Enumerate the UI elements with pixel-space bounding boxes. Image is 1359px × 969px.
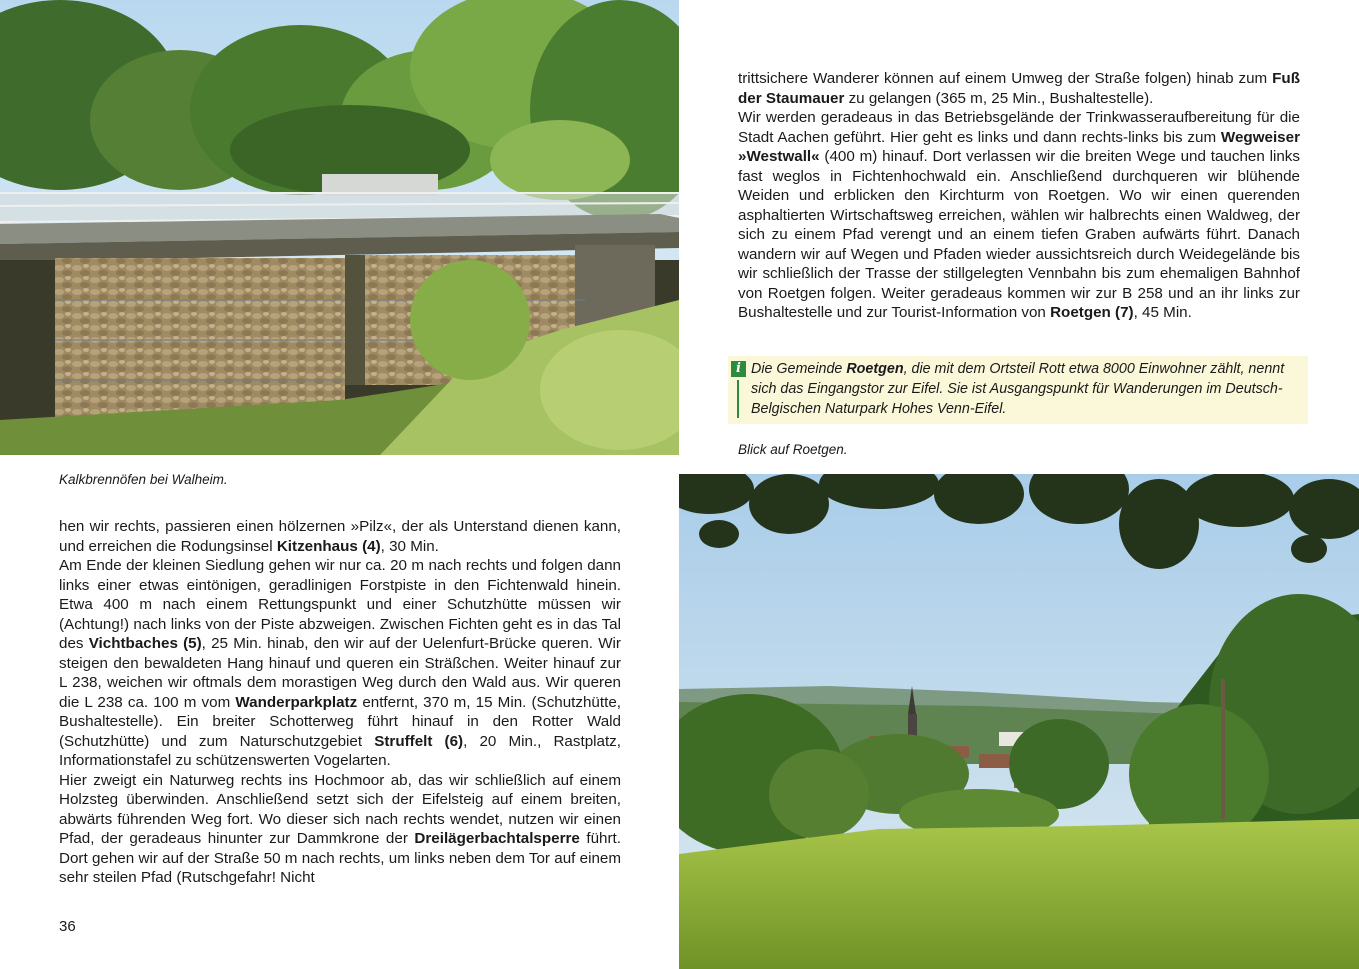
text-run: trittsichere Wanderer können auf einem Umweg der Straße folgen) hinab zum (738, 70, 1273, 87)
text-run: (400 m) hinauf. Dort verlassen wir die breiten Wege und tauchen links fast weglos in Fichtenhochwald ein. Anschließend durchqueren wir blühende Weiden und erblicken den Kirchturm von Roetgen. Wo wir einen querenden asphaltierten Wirtschaftsweg erreichen, wählen wir halbrechts einen Waldweg, der sich zu einem Pfad verengt und an einem tiefen Graben aufwärts führt. Danach wandern wir auf Wegen und Pfaden wieder aussichtsreich durch Weidegelände bis wir schließlich der Trasse der stillgelegten Vennbahn bis zum ehemaligen Bahnhof von Roetgen folgen. Weiter geradeaus kommen wir zur B 258 und an ihr links zur Bushaltestelle und zur Tourist-Information von (738, 148, 1300, 321)
highlighted-waypoint: Kitzenhaus (4) (276, 537, 381, 555)
highlighted-waypoint: Roetgen (7) (1050, 304, 1134, 321)
text-run: entfernt, 370 m, 15 Min. (Schutzhütte, Bushaltestelle). Ein breiter Schotterweg führt hinauf in den Rotter Wald (Schutzhütte) und zum Naturschutzgebiet (59, 693, 621, 750)
kiln-bridge-photo (0, 0, 679, 455)
left-page-text (59, 517, 621, 888)
right-page-text (738, 69, 1300, 323)
text-run: Die Gemeinde (751, 361, 847, 377)
info-accent-bar (737, 380, 739, 418)
text-run: zu gelangen (365 m, 25 Min., Bushaltestelle). (844, 89, 1154, 107)
paragraph (59, 517, 621, 556)
page-number: 36 (59, 918, 76, 935)
text-run: , 30 Min. (380, 537, 439, 555)
text-run: , 20 Min., Rastplatz, Informationstafel zu schützenswerten Vogelarten. (59, 732, 621, 769)
paragraph (59, 556, 621, 771)
roetgen-view-photo (679, 474, 1359, 969)
highlighted-waypoint: Wanderparkplatz (235, 693, 358, 711)
highlighted-waypoint: Vichtbaches (5) (88, 635, 202, 652)
paragraph (738, 69, 1300, 108)
highlighted-waypoint: Dreilägerbachtalsperre (414, 830, 580, 847)
text-run: führt. Dort gehen wir auf der Straße 50 m nach rechts, um links neben dem Tor auf einem sehr steilen Pfad (Rutschgefahr! Nicht (59, 830, 621, 886)
paragraph (59, 771, 621, 888)
highlighted-waypoint: Wegweiser »Westwall« (738, 128, 1300, 165)
text-run: Wir werden geradeaus in das Betriebsgelände der Trinkwasseraufbereitung für die Stadt Aachen geführt. Hier geht es links und dann rechts-links bis zum (738, 109, 1300, 146)
text-run: hen wir rechts, passieren einen hölzernen »Pilz«, der als Unterstand dienen kann, und erreichen die Rodungsinsel (59, 518, 621, 555)
text-run: , 25 Min. hinab, den wir auf der Uelenfurt-Brücke queren. Wir steigen den bewaldeten Hang hinauf und queren ein Sträßchen. Weiter hinauf zur L 238, weichen wir oftmals dem morastigen Weg durch den Wald aus. Wir queren die L 238 ca. 100 m vom (59, 635, 621, 711)
paragraph (738, 108, 1300, 323)
left-photo-caption: Kalkbrennöfen bei Walheim. (59, 472, 228, 487)
info-box (728, 356, 1308, 424)
info-icon: i (731, 361, 746, 377)
text-run: Am Ende der kleinen Siedlung gehen wir nur ca. 20 m nach rechts und folgen dann links einer etwas eintönigen, geradlinigen Forstpiste in den Fichtenwald hinein. Etwa 400 m nach einem Rettungspunkt und einer Schutzhütte müssen wir (Achtung!) nach links von der Piste abzweigen. Zwischen Fichten geht es in das Tal des (59, 557, 621, 652)
text-run: Hier zweigt ein Naturweg rechts ins Hochmoor ab, das wir schließlich auf einem Holzsteg überwinden. Anschließend setzt sich der Eifelsteig auf einem breiten, abwärts führenden Weg fort. Wo dieser sich nach rechts wendet, nutzen wir einen Pfad, der geradeaus hinunter zur Dammkrone der (59, 771, 621, 847)
highlighted-waypoint: Fuß der Staumauer (738, 70, 1300, 107)
info-box-text (751, 359, 1301, 419)
highlighted-waypoint: Struffelt (6) (374, 732, 464, 750)
text-run: , die mit dem Ortsteil Rott etwa 8000 Einwohner zählt, nennt sich das Eingangstor zur Eifel. Sie ist Ausgangspunkt für Wanderungen im Deutsch-Belgischen Naturpark Hohes Venn-Eifel. (751, 361, 1285, 417)
text-run: , 45 Min. (1133, 304, 1192, 321)
highlighted-waypoint: Roetgen (846, 361, 904, 377)
right-photo-caption: Blick auf Roetgen. (738, 442, 848, 457)
